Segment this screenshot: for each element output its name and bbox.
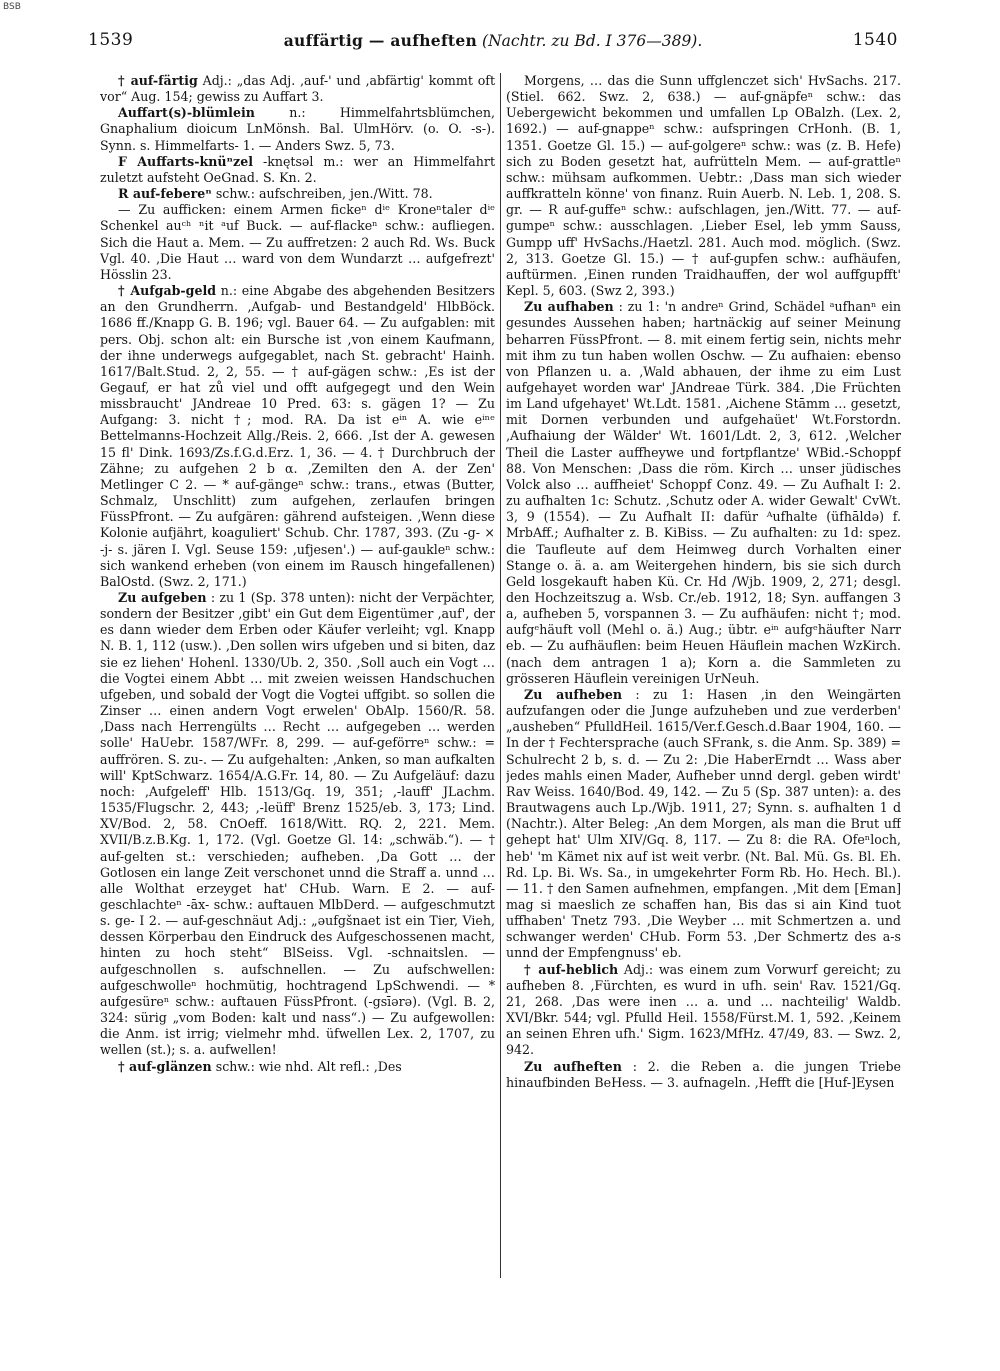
entry-headword: Zu aufheben [524, 686, 622, 702]
dictionary-entry [506, 73, 901, 299]
left-column [100, 73, 495, 1358]
right-column [506, 73, 901, 1358]
entry-headword: F Auffarts-knüⁿzel [118, 153, 253, 169]
dictionary-entry [506, 1059, 901, 1091]
dictionary-entry [100, 202, 495, 283]
entry-headword: Zu aufgeben [118, 590, 207, 605]
entry-text: n.: eine Abgabe des abgehenden Besitzers an den Grundherrn. ‚Aufgab- und Bestandgeld' HlbBöck. 1686 ff./Knapp G. B. 196; vgl. Bauer 64. — Zu aufgablen: mit pers. Obj. schon alt: ein Bursche ist ‚von einem Kaufmann, der ihne underwegs aufgegablet, nach St. gebracht' Hainh. 1617/Balt.Stud. 2, 2, 55. — † auf-gägen schw.: ‚Es ist der Gegauf, er hat zů viel und offt aufgegegt und den Wein missbraucht' JAndreae 10 Pred. 63: s. gägen 1? — Zu Aufgang: 3. nicht †; mod. RA. Da ist eⁱⁿ A. wie eⁱⁿᵉ Bettelmanns-Hochzeit Allg./Reis. 2, 666. ‚Ist der A. gewesen 15 fl' Dink. 1693/Zs.f.G.d.Erz. 1, 36. — 4. † Durchbruch der Zähne; zu aufgehen 2 b α. ‚Zemilten den A. der Zen' Metlinger C 2. — * auf-gängeⁿ schw.: trans., etwas (Butter, Schmalz, Unschlitt) zum aufgehen, zerlaufen bringen FüssPfront. — Zu aufgären: gährend aufsteigen. ‚Wenn diese Kolonie aufjährt, koaguliert' Schub. Chr. 1787, 393. (Zu -g- × -j- s. jären I. Vgl. Seuse 159: ‚ufjesen'.) — auf-gaukleⁿ schw.: sich wankend erheben (von einem im Rausch hingefallenen) BalOstd. (Swz. 2, 171.) [100, 283, 495, 589]
entry-text: schw.: aufschreiben, jen./Witt. 78. [215, 186, 433, 202]
dictionary-entry [100, 105, 495, 153]
entry-text: : 2. die Reben a. die jungen Triebe hinaufbinden BeHess. — 3. aufnageln. ‚Hefft die [Huf-]Eysen [506, 1058, 901, 1090]
dictionary-entry [506, 962, 901, 1059]
entry-headword: † auf-glänzen [118, 1058, 212, 1074]
library-stamp: BSB [3, 2, 21, 12]
entry-headword: Zu aufhaben [524, 299, 614, 315]
running-headwords: auffärtig — aufheften [283, 31, 478, 50]
dictionary-entry [100, 73, 495, 105]
entry-headword: † auf-färtig [118, 73, 198, 88]
dictionary-entry [506, 299, 901, 687]
page-header [88, 30, 898, 52]
entry-text: n.: Himmelfahrtsblümchen, Gnaphalium dioicum LnMönsh. Bal. UlmHörv. (o. O. -s-). Synn. s. Himmelfarts- 1. — Anders Swz. 5, 73. [100, 105, 495, 153]
running-reference: (Nachtr. zu Bd. I 376—389). [482, 32, 703, 50]
dictionary-entry [506, 687, 901, 962]
entry-headword: Zu aufheften [524, 1058, 622, 1074]
dictionary-entry [100, 154, 495, 186]
entry-text: : zu 1: Hasen ‚in den Weingärten aufzufangen oder die Junge aufzuheben und zue verderben' „ausheben“ PfulldHeil. 1615/Ver.f.Gesch.d.Baar 1904, 160. — In der † Fechtersprache (auch SFrank, s. die Anm. Sp. 389) = Schulrecht 2 b, s. d. — Zu 2: ‚Die HaberErndt … Wass aber jedes mahls einen Mader, Aufheber unnd dergl. geben wirdt' Rav Weiss. 1640/Bod. 49, 142. — Zu 5 (Sp. 387 unten): a. des Brautwagens auch Lp./Wjb. 1911, 27; Synn. s. aufhalten 1 d (Nachtr.). Alter Beleg: ‚An dem Morgen, als man die Brut uff gehept hat' Ulm XIV/Gq. 8, 117. — Zu 8: die RA. Ofeⁿloch, heb' 'm Kämet nix auf ist weit verbr. (Nt. Bal. Mü. Gs. Bl. Eh. Rd. Lp. Bi. Ws. Sa., in umgekehrter Form Rb. Ho. Hech. Bl.). — 11. † den Samen aufnehmen, empfangen. ‚Mit dem [Eman] mag si maeslich ze schaffen han, Bis das si ain Kind tuot uffhaben' Tnetz 793. ‚Die Weyber … mit Schmertzen a. und schwanger werden' CHub. Form 53. ‚Der Schmertz des a-s unnd der Empfengnuss' eb. [506, 686, 901, 961]
entry-text: Morgens, … das die Sunn uffglenczet sich' HvSachs. 217. (Stiel. 662. Swz. 2, 638.) — auf-gnäpfeⁿ schw.: das Uebergewicht bekommen und umfallen Lp OBalzh. (Lex. 2, 1692.) — auf-gnappeⁿ schw.: aufspringen CrHonh. (B. 1, 1351. Goetze Gl. 15.) — auf-golgereⁿ schw.: was (z. B. Hefe) sich zu Boden gesetzt hat, aufrütteln Mem. — auf-grattleⁿ schw.: mühsam aufkommen. Uebtr.: ‚Dass man sich wieder auffkratteln könne' von finanz. Ruin Auerb. N. Leb. 1, 208. S. gr. — R auf-guffeⁿ schw.: aufschlagen, jen./Witt. 77. — auf-gumpeⁿ schw.: ausschlagen. ‚Lieber Esel, leb ymm Sauss, Gumpp uff' HvSachs./Haetzl. 281. Auch mod. möglich. (Swz. 2, 313. Goetze Gl. 15.) — † auf-gupfen schw.: aufhäufen, auftürmen. ‚Einen runden Traidhauffen, der wol auffgupfft' Kepl. 5, 603. (Swz 2, 393.) [506, 73, 901, 299]
column-divider [500, 73, 501, 1278]
entry-text: : zu 1: 'n andreⁿ Grind, Schädel ᵃufhanⁿ ein gesundes Aussehen haben; hartnäckig auf seiner Meinung beharren FüssPfront. — 8. mit einem fertig sein, nichts mehr mit ihm zu tun haben wollen Oschw. — Zu aufhaien: ebenso von Pflanzen u. a. ‚Wald abhauen, der ihme zu eim Lust aufgehayet worden war' JAndreae Türk. 384. ‚Die Früchten im Land ufgehayet' Wt.Ldt. 1581. ‚Aichene Stāmm … gesetzt, mit Dornen verbunden und aufgehaüet' Wt.Forstordn. ‚Aufhaiung der Wälder' Wt. 1601/Ldt. 2, 3, 612. ‚Welcher Theil die Laster auffheywe und fortpflantze' WBid.-Schoppf 88. Von Menschen: ‚Dass die röm. Kirch … unser jüdisches Volck also … auffheiet' Schoppf Conz. 49. — Zu Aufhalt I: 2. zu aufhalten 1c: Schutz. ‚Schutz oder A. wider Gewalt' CvWt. 3, 9 (1554). — Zu Aufhalt II: dafür ᴬufhalte (üfhāldə) f. MrbAff.; Aufhalter z. B. KiBiss. — Zu aufhalten: zu 1d: spez. die Taufleute auf dem Heimweg durch Vorhalten einer Stange o. ä. a. am Weitergehen hindern, bis sie sich durch Geld losgekauft haben Kü. Cr. Hd /Wjb. 1909, 2, 271; desgl. den Hochzeitszug a. Wsb. Cr./eb. 1912, 18; Syn. auffangen 3 a, aufheben 5, vorspannen 3. — Zu aufhäufen: nicht †; mod. aufgᵉhäuft voll (Mehl o. ä.) Aug.; übtr. eⁱⁿ aufgᵉhäufter Narr eb. — Zu aufhäuflen: beim Heuen Häuflein machen WzKirch. (nach dem antragen 1 a); Korn a. die Sammleten zu grösseren Häuflein vereinigen UrNeuh. [506, 299, 901, 686]
dictionary-entry [100, 186, 495, 202]
dictionary-entry [100, 283, 495, 590]
entry-headword: † Aufgab-geld [118, 283, 217, 299]
entry-headword: R auf-febereⁿ [118, 186, 212, 202]
dictionary-entry [100, 590, 495, 1059]
entry-headword: Auffart(s)-blümlein [118, 105, 255, 121]
left-page-number: 1539 [88, 30, 134, 50]
entry-text: — Zu aufficken: einem Armen fickeⁿ dⁱᵉ Kroneⁿtaler dⁱᵉ Schenkel auᶜʰ ⁿit ᵃuf Buck. — auf-flackeⁿ schw.: aufliegen. Sich die Haut a. Mem. — Zu auffretzen: 2 auch Rd. Ws. Buck Vgl. 40. ‚Die Haut … ward von dem Wundarzt … aufgefrezt' Hösslin 23. [100, 202, 495, 282]
dictionary-entry [100, 1059, 495, 1075]
entry-text: Adj.: „das Adj. ‚auf-' und ‚abfärtig' kommt oft vor“ Aug. 154; gewiss zu Auffart 3. [100, 73, 495, 105]
entry-text: : zu 1 (Sp. 378 unten): nicht der Verpächter, sondern der Besitzer ‚gibt' ein Gut dem Eigentümer ‚auf', der es dann wieder dem Erben oder Käufer verleiht; vgl. Knapp N. B. 1, 112 (usw.). ‚Den sollen wirs ufgeben und si biten, daz sie ez liehen' Hohenl. 1330/Ub. 2, 350. ‚Soll auch ein Vogt … die Vogtei einem Abbt … mit zweien weissen Handschuchen ufgeben, und sobald der Vogt die Vogtei uffgibt. so sollen die Zinser … einen andern Vogt erwelen' ObAlp. 1560/R. 58. ‚Dass nach Herrengülts … Recht … aufgegeben … werden solle' HaUebr. 1587/WFr. 8, 299. — auf-geförreⁿ schw.: = auffrören. S. zu-. — Zu aufgehalten: ‚Anken, so man aufkalten will' KptSchwarz. 1654/A.G.Fr. 14, 80. — Zu Aufgeläuf: dazu noch: ‚Aufgeleff' Hlb. 1513/Gq. 19, 351; ‚-lauff' JLachm. 1535/Flugschr. 2, 443; ‚-leüff' Brenz 1525/eb. 3, 173; Lind. XV/Bod. 2, 58. CnOeff. 1618/Witt. RQ. 2, 221. Mem. XVII/B.z.B.Kg. 1, 172. (Vgl. Goetze Gl. 14: „schwäb.“). — † auf-gelten st.: verschieden; aufheben. ‚Da Gott … der Gotlosen ein lange Zeit verschonet unnd die Straff a. unnd … alle Wolthat erzeyget hat' CHub. Warn. E 2. — auf-geschlachteⁿ -āx- schw.: auftauen MlbDerd. — aufgeschmutzt s. ge- I 2. — auf-geschnäut Adj.: „əufgšnaet ist ein Tier, Vieh, dessen Körperbau den Eindruck des Aufgeschossenen macht, hinten zu hoch steht“ BlSeiss. Vgl. -schnaitslen. — aufgeschnollen s. aufschnellen. — Zu aufschwellen: aufgeschwolleⁿ hochmütig, hochtragend LpSchwendi. — * aufgesüreⁿ schw.: auftauen FüssPfront. (-gsīərə). (Vgl. B. 2, 324: sürig „vom Boden: kalt und nass“.) — Zu aufgewollen: die Anm. ist irrig; vielmehr mhd. üfwellen Lex. 2, 1707, zu wellen (st.); s. a. aufwellen! [100, 590, 495, 1058]
entry-text: schw.: wie nhd. Alt refl.: ‚Des [215, 1058, 402, 1074]
right-page-number: 1540 [852, 30, 898, 50]
running-title [88, 31, 898, 50]
entry-text: Adj.: was einem zum Vorwurf gereicht; zu aufheben 8. ‚Fürchten, es wurd in ufh. sein' Rav. 1521/Gq. 21, 268. ‚Das were inen … a. und … nachteilig' Waldb. XVI/Bkr. 544; vgl. Pfulld Heil. 1558/Fürst.M. 1, 592. ‚Keinem an seinen Ehren ufh.' Sigm. 1623/MfHz. 47/49, 83. — Swz. 2, 942. [506, 961, 901, 1058]
entry-text: -knętsəl m.: wer an Himmelfahrt zuletzt aufsteht OeGnad. S. Kn. 2. [100, 153, 495, 185]
entry-headword: † auf-heblich [524, 961, 619, 977]
